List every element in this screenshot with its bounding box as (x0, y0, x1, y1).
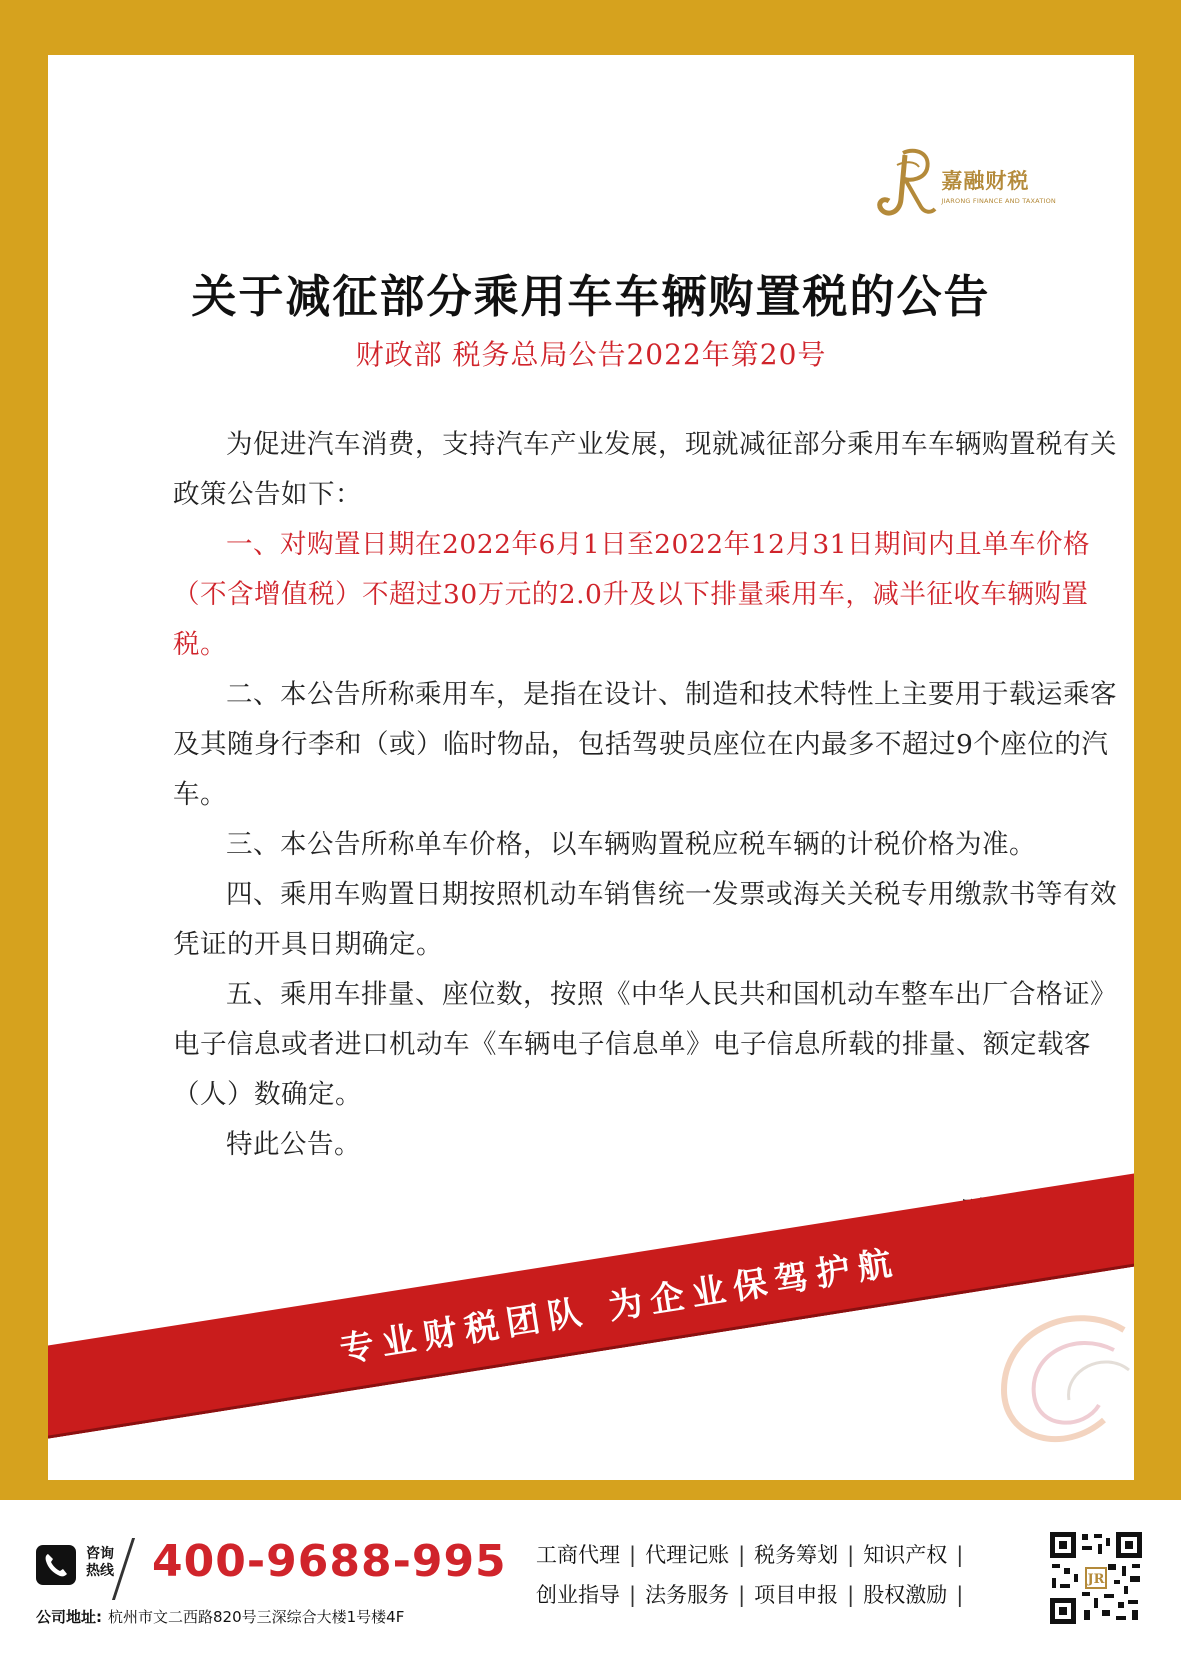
service-separator: | (738, 1543, 746, 1567)
service-item: 代理记账 (645, 1543, 730, 1567)
service-separator: | (738, 1583, 746, 1607)
notice-card (48, 55, 1134, 1480)
qr-brand-mark: JR (1087, 1572, 1105, 1587)
brand-tagline: JIARONG FINANCE AND TAXATION (941, 197, 1056, 205)
footer (0, 1500, 1181, 1654)
service-item: 法务服务 (645, 1583, 730, 1607)
service-item: 项目申报 (754, 1583, 839, 1607)
service-separator: | (956, 1583, 964, 1607)
service-separator: | (629, 1583, 637, 1607)
address-label: 公司地址: (36, 1608, 102, 1626)
jr-logo-icon (875, 147, 939, 223)
paragraph-item-1: 一、对购置日期在2022年6月1日至2022年12月31日期间内且单车价格（不含增值税）不超过30万元的2.0升及以下排量乘用车，减半征收车辆购置税。 (173, 529, 1091, 660)
service-item: 工商代理 (536, 1543, 620, 1567)
service-separator: | (847, 1583, 855, 1607)
notice-title: 关于减征部分乘用车车辆购置税的公告 (191, 270, 991, 323)
services-list (536, 1540, 1016, 1620)
service-separator: | (629, 1543, 637, 1567)
service-item: 知识产权 (863, 1543, 948, 1567)
notice-body (173, 420, 1133, 1170)
company-address (36, 1606, 404, 1627)
service-separator: | (956, 1543, 964, 1567)
address-text: 杭州市文二西路820号三深综合大楼1号楼4F (108, 1608, 405, 1626)
service-item: 股权激励 (863, 1583, 948, 1607)
service-item: 创业指导 (536, 1583, 620, 1607)
qr-code-icon[interactable] (1048, 1530, 1144, 1626)
service-separator: | (847, 1543, 855, 1567)
paragraph-intro: 为促进汽车消费，支持汽车产业发展，现就减征部分乘用车车辆购置税有关政策公告如下： (173, 429, 1117, 510)
phone-icon (36, 1545, 76, 1585)
service-item: 税务筹划 (754, 1543, 839, 1567)
services-row (536, 1540, 1016, 1570)
paragraph-item-2: 二、本公告所称乘用车，是指在设计、制造和技术特性上主要用于载运乘客及其随身行李和（或）临时物品，包括驾驶员座位在内最多不超过9个座位的汽车。 (173, 679, 1117, 810)
paragraph-item-5: 五、乘用车排量、座位数，按照《中华人民共和国机动车整车出厂合格证》电子信息或者进口机动车《车辆电子信息单》电子信息所载的排量、额定载客（人）数确定。 (173, 979, 1117, 1110)
hotline-number[interactable]: 400-9688-995 (152, 1536, 507, 1587)
brand-logo (875, 147, 1056, 223)
paragraph-item-4: 四、乘用车购置日期按照机动车销售统一发票或海关关税专用缴款书等有效凭证的开具日期确定。 (173, 879, 1117, 960)
notice-subtitle: 财政部 税务总局公告2022年第20号 (355, 338, 827, 371)
paragraph-closing: 特此公告。 (226, 1129, 361, 1160)
paragraph-item-3: 三、本公告所称单车价格，以车辆购置税应税车辆的计税价格为准。 (226, 829, 1036, 860)
swirl-decoration-icon (974, 1290, 1134, 1460)
hotline-label: 咨询热线 (86, 1546, 114, 1579)
services-row (536, 1580, 1016, 1610)
slogan-text: 专业财税团队 为企业保驾护航 (337, 1242, 903, 1371)
brand-name: 嘉融财税 (941, 168, 1030, 193)
